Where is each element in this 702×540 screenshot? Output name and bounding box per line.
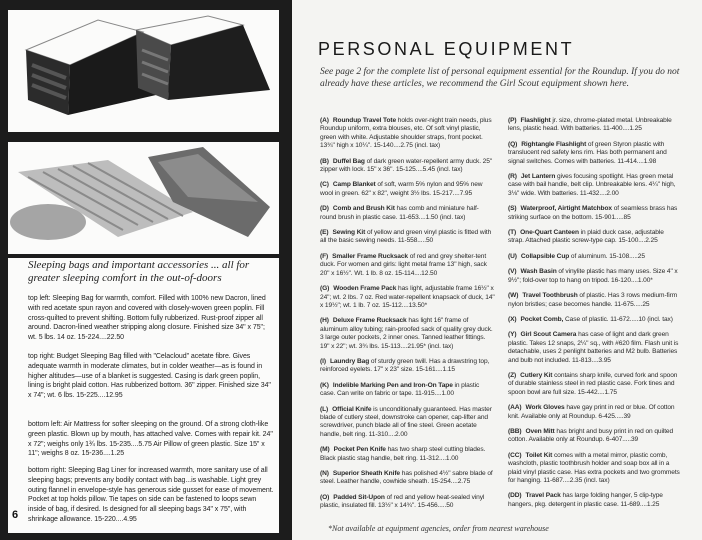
items-column-1 <box>320 117 495 518</box>
page-number: 6 <box>12 509 19 521</box>
desc-air-mattress: bottom left: Air Mattress for softer sleeping on the ground. Of a strong cloth-like green plastic. Blown up by mouth, has attached valve. Comes with repair kit. 24" x 72"; weighs only 1¾ lbs. 15-235....5.75 Air Pillow of green plastic. Size 15" x 11"; weighs 8 oz. 15-236....1.25 <box>28 421 273 458</box>
list-item: (I) Laundry Bag of sturdy green twill. Has a drawstring top, reinforced eyelets. 17" x 23" size. 15-161....1.15 <box>320 357 490 374</box>
items-column-2 <box>508 117 680 516</box>
list-item: (H) Deluxe Frame Rucksack has light 16" frame of aluminum alloy tubing; rain-proofed sack of quality grey duck. 3 large outer pockets, 2 inner ones. Tanned leather fittings. 19" x 22"; wt. 3¾ lbs. 15-113....21.95* (incl. tax) <box>320 317 493 350</box>
list-item: (S) Waterproof, Airtight Matchbox of seamless brass has striking surface on the bottom. 15-901.....85 <box>508 205 678 221</box>
list-item: (M) Pocket Pen Knife has two sharp steel cutting blades. Black plastic stag handle, belt ring. 11-312....1.00 <box>320 446 486 462</box>
list-item: (W) Travel Toothbrush of plastic. Has 3 rows medium-firm nylon bristles; case becomes handle. 11-675.....25 <box>508 292 678 308</box>
list-item: (Q) Rightangle Flashlight of green Styron plastic with translucent red safety lens rim. Has both permanent and signal switches. Comes with batteries. 11-414....1.98 <box>508 140 667 165</box>
list-item: (G) Wooden Frame Pack has light, adjustable frame 16½" x 24"; wt. 2 lbs. 7 oz. Red water-repellent knapsack of duck, 14" x 19½"; wt. 1 lb. 7 oz. 15-112....13.50* <box>320 285 495 309</box>
list-item: (AA) Work Gloves have gay print in red or blue. Of cotton knit. Available only at Roundup. 6-425.....39 <box>508 404 675 420</box>
list-item: (CC) Toilet Kit comes with a metal mirror, plastic comb, washcloth, plastic toothbrush holder and soap box all in a plaid vinyl plastic case. Has extra pockets and two grommets for hanging. 11-687....2.35 (incl. tax) <box>508 451 680 484</box>
list-item: (A) Roundup Travel Tote holds over-night train needs, plus Roundup uniform, extra blouses, etc. Of soft vinyl plastic, green with white. Adjustable shoulder straps, front pocket. 13¾" high x 10¼". 15-140....2.75 (incl. tax) <box>320 117 492 150</box>
footnote: *Not available at equipment agencies, order from nearest warehouse <box>328 524 549 533</box>
page-title: PERSONAL EQUIPMENT <box>318 39 575 59</box>
list-item: (T) One-Quart Canteen in plaid duck case, adjustable strap. Attached plastic screw-type cap. 15-100....2.25 <box>508 229 664 245</box>
list-item: (R) Jet Lantern gives focusing spotlight. Has green metal case with bail handle, belt clip. Unbreakable lens. 4¼" high, 3⅛" wide. With batteries. 11-432....2.00 <box>508 173 676 197</box>
list-item: (U) Collapsible Cup of aluminum. 15-108.....25 <box>508 252 645 260</box>
list-item: (K) Indelible Marking Pen and Iron-On Tape in plastic case. Can write on fabric or tape. 11-915....1.00 <box>320 381 480 398</box>
desc-sleeping-bag: top left: Sleeping Bag for warmth, comfort. Filled with 100% new Dacron, lined with red acetate spun rayon and covered with closely-woven green poplin. Fill cross-quilted to prevent shifting. Bottom fully rubberized. Rust-proof zipper all around. Dacron-lined weather stripping along closure. Finished size 34" x 75"; wt. 5 lbs. 14 oz. 15-224....22.50 <box>28 295 266 342</box>
list-item: (C) Camp Blanket of soft, warm 5% nylon and 95% new wool in green. 62" x 82", weight 3½ lbs. 15-217....7.95 <box>320 181 483 197</box>
list-item: (X) Pocket Comb, Case of plastic. 11-672.....10 (incl. tax) <box>508 315 673 323</box>
list-item: (F) Smaller Frame Rucksack of red and grey shelter-tent duck. For women and girls: light metal frame 13" high, sack 20" x 16½". Wt. 1 lb. 8 oz. 15-114....12.50 <box>320 252 487 277</box>
list-item: (V) Wash Basin of vinylite plastic has many uses. Size 4" x 9½"; fold-over top to hang on tripod. 16-120....1.00* <box>508 268 678 284</box>
desc-bag-liner: bottom right: Sleeping Bag Liner for increased warmth, more sanitary use of all sleeping bags; prevents any bodily contact with bag...is washable. Light grey outing flannel in envelope-style has generous side gusset for ease of movement. Pocket at top holds pillow. Tie tapes on side can be fastened to loops sewn inside of bag, if desired. Is designed for all sleeping bags 34" x 75", with shrinkage allowance. 15-220....4.95 <box>28 467 274 523</box>
right-intro: See page 2 for the complete list of personal equipment essential for the Roundup. If you do not already have these articles, we recommend the Girl Scout equipment shown here. <box>320 67 680 89</box>
sleeping-bags-photo <box>8 10 279 132</box>
list-item: (Z) Cutlery Kit contains sharp knife, curved fork and spoon of durable stainless steel in red plastic case. Fork tines and spoon bowl are full size. 15-442....1.75 <box>508 371 678 396</box>
list-item: (DD) Travel Pack has large folding hanger, 5 clip-type hangers, pkg. detergent in plastic case. 11-689....1.25 <box>508 492 663 508</box>
list-item: (D) Comb and Brush Kit has comb and miniature half-round brush in plastic case. 11-653....1.50 (incl. tax) <box>320 205 479 221</box>
list-item: (P) Flashlight jr. size, chrome-plated metal. Unbreakable lens, plastic head. With batteries. 11-400....1.25 <box>508 117 672 133</box>
mattress-liner-photo <box>8 142 279 254</box>
list-item: (O) Padded Sit-Upon of red and yellow heat-sealed vinyl plastic, insulated fill. 13½" x 14¾". 15-456.....50 <box>320 493 485 510</box>
list-item: (BB) Oven Mitt has bright and busy print in red on quilted cotton. Available only at Roundup. 6-407.....39 <box>508 427 674 444</box>
list-item: (E) Sewing Kit of yellow and green vinyl plastic is fitted with all the basic sewing needs. 11-558.....50 <box>320 229 492 245</box>
list-item: (N) Superior Sheath Knife has polished 4½" sabre blade of steel. Leather handle, cowhide sheath. 15-254....2.75 <box>320 470 493 486</box>
desc-budget-bag: top right: Budget Sleeping Bag filled with "Celacloud" acetate fibre. Gives adequate warmth in moderate climates, but in colder weather—as is found in higher altitudes—use of a blanket is suggested. Casing is dark green poplin, lining is bright plaid cotton. Has rubberized bottom. 36" zipper. Finished size 34" x 74"; wt. 6 lbs. 15-225....12.95 <box>28 353 271 400</box>
list-item: (L) Official Knife is unconditionally guaranteed. Has master blade of cutlery steel, downstroke can opener, cap-lifter and screwdriver, punch blade all of fine steel. Green acetate handle, belt ring. 11-310....2.00 <box>320 405 492 438</box>
list-item: (Y) Girl Scout Camera has case of light and dark green plastic. Takes 12 snaps, 2¼" sq., with #620 film. Flash unit is detachable, uses 2 penlight batteries and M2 bulb. Batteries and bulb not included. 11-813....3.95 <box>508 331 679 364</box>
left-intro: Sleeping bags and important accessories ... all for greater sleeping comfort in the out-of-doors <box>28 259 250 284</box>
list-item: (B) Duffel Bag of dark green water-repellent army duck. 25" zipper with lock. 15" x 36". 15-125....5.45 (incl. tax) <box>320 157 493 174</box>
